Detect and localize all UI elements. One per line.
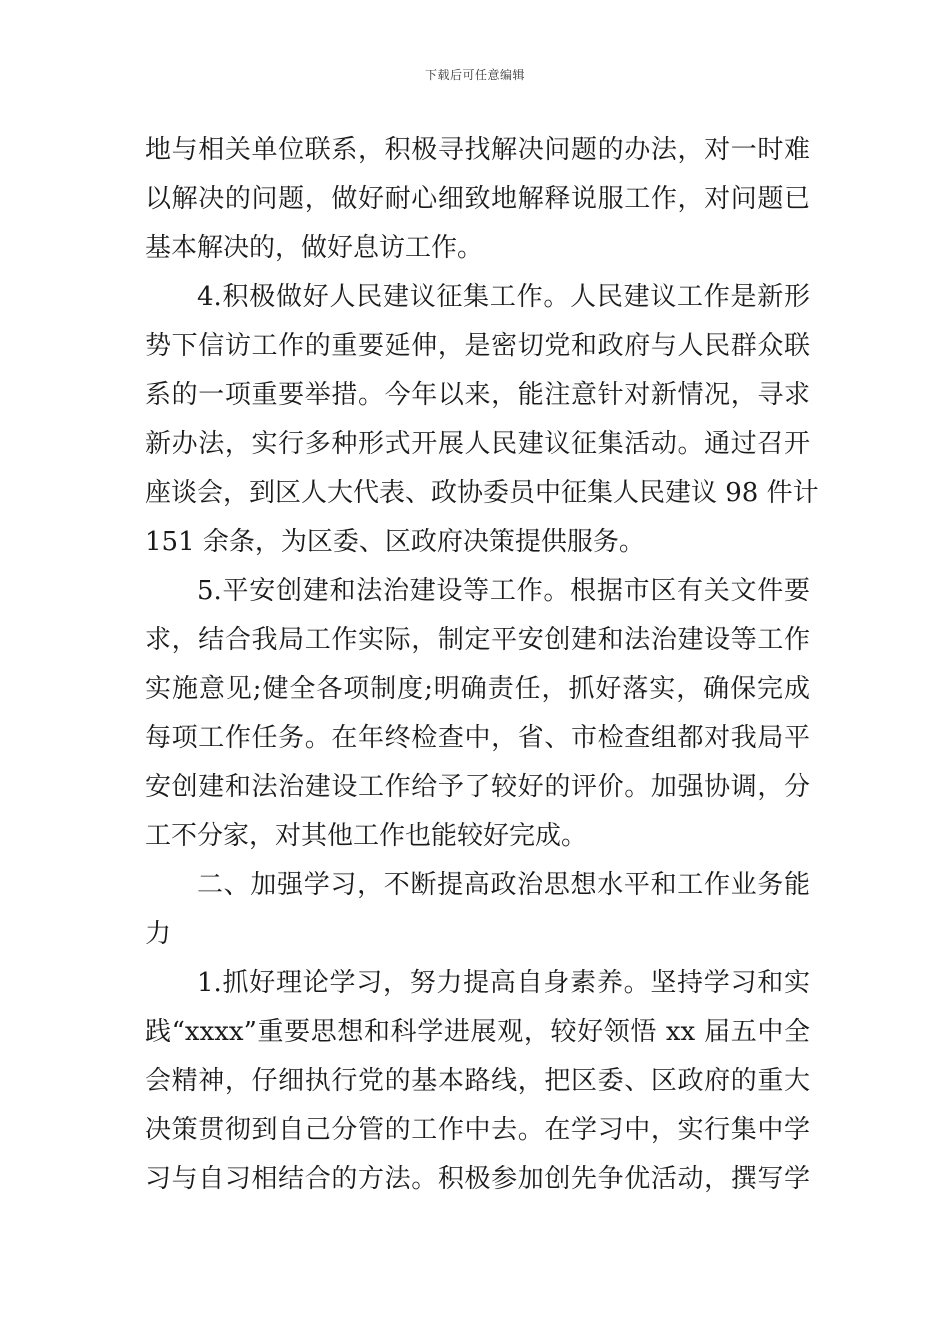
text-line: 习与自习相结合的方法。积极参加创先争优活动，撰写学 xyxy=(145,1164,810,1194)
text-line: 安创建和法治建设工作给予了较好的评价。加强协调，分 xyxy=(145,772,810,802)
text-line: 座谈会，到区人大代表、政协委员中征集人民建议 98 件计 xyxy=(145,478,819,508)
text-line: 以解决的问题，做好耐心细致地解释说服工作，对问题已 xyxy=(145,184,810,214)
text-line: 每项工作任务。在年终检查中，省、市检查组都对我局平 xyxy=(145,723,810,753)
page-header: 下载后可任意编辑 xyxy=(424,68,525,82)
text-line: 求，结合我局工作实际，制定平安创建和法治建设等工作 xyxy=(145,625,810,655)
text-line: 工不分家，对其他工作也能较好完成。 xyxy=(145,821,588,851)
document-body xyxy=(145,126,819,1204)
text-line: 基本解决的，做好息访工作。 xyxy=(145,233,484,263)
section-heading-line: 力 xyxy=(145,919,172,949)
text-line: 151 余条，为区委、区政府决策提供服务。 xyxy=(145,527,645,557)
text-line: 实施意见;健全各项制度;明确责任，抓好落实，确保完成 xyxy=(145,674,810,704)
text-line: 会精神，仔细执行党的基本路线，把区委、区政府的重大 xyxy=(145,1066,810,1096)
section-heading-line: 二、加强学习，不断提高政治思想水平和工作业务能 xyxy=(197,870,810,900)
text-line: 新办法，实行多种形式开展人民建议征集活动。通过召开 xyxy=(145,429,810,459)
text-line: 1.抓好理论学习，努力提高自身素养。坚持学习和实 xyxy=(197,968,810,998)
text-line: 践“xxxx”重要思想和科学进展观，较好领悟 xx 届五中全 xyxy=(145,1017,810,1047)
text-line: 4.积极做好人民建议征集工作。人民建议工作是新形 xyxy=(197,282,810,312)
text-line: 5.平安创建和法治建设等工作。根据市区有关文件要 xyxy=(197,576,810,606)
text-line: 地与相关单位联系，积极寻找解决问题的办法，对一时难 xyxy=(145,135,810,165)
text-line: 势下信访工作的重要延伸，是密切党和政府与人民群众联 xyxy=(145,331,810,361)
text-line: 决策贯彻到自己分管的工作中去。在学习中，实行集中学 xyxy=(145,1115,810,1145)
text-line: 系的一项重要举措。今年以来，能注意针对新情况，寻求 xyxy=(145,380,810,410)
